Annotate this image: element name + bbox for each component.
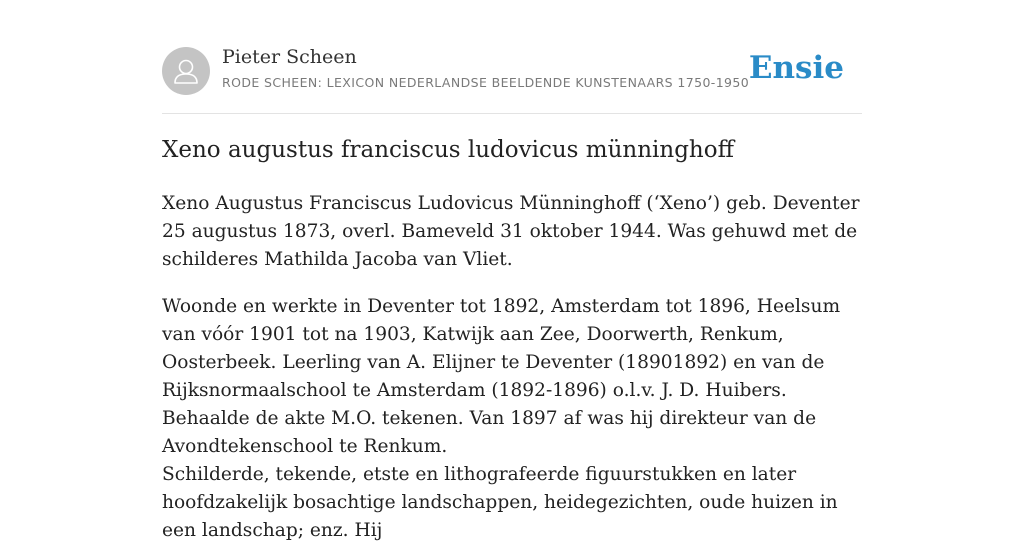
page [162, 0, 862, 541]
header [162, 0, 862, 114]
article-paragraph: Schilderde, tekende, etste en lithografeerde figuurstukken en later hoofdzakelijk bosachtige landschappen, heidegezichten, oude huizen in een landschap; enz. Hij [162, 464, 838, 541]
article-paragraph: Xeno Augustus Franciscus Ludovicus Münninghoff (‘Xeno’) geb. Deventer 25 augustus 1873, overl. Bameveld 31 oktober 1944. Was gehuwd met de schilderes Mathilda Jacoba van Vliet. [162, 193, 860, 270]
avatar[interactable] [162, 47, 210, 95]
author-name[interactable]: Pieter Scheen [222, 46, 357, 68]
source-label[interactable]: RODE SCHEEN: LEXICON NEDERLANDSE BEELDENDE KUNSTENAARS 1750-1950 [222, 75, 750, 90]
user-silhouette-icon [162, 47, 210, 95]
article-paragraph: Woonde en werkte in Deventer tot 1892, Amsterdam tot 1896, Heelsum van vóór 1901 tot na 1903, Katwijk aan Zee, Doorwerth, Renkum, Oosterbeek. Leerling van A. Elijner te Deventer (18901892) en van de Rijksnormaalschool te Amsterdam (1892-1896) o.l.v. J. D. Huibers. Behaalde de akte M.O. tekenen. Van 1897 af was hij direkteur van de Avondtekenschool te Renkum. [162, 296, 841, 457]
brand-logo[interactable]: Ensie [748, 50, 844, 86]
article-title: Xeno augustus franciscus ludovicus münninghoff [162, 137, 734, 163]
